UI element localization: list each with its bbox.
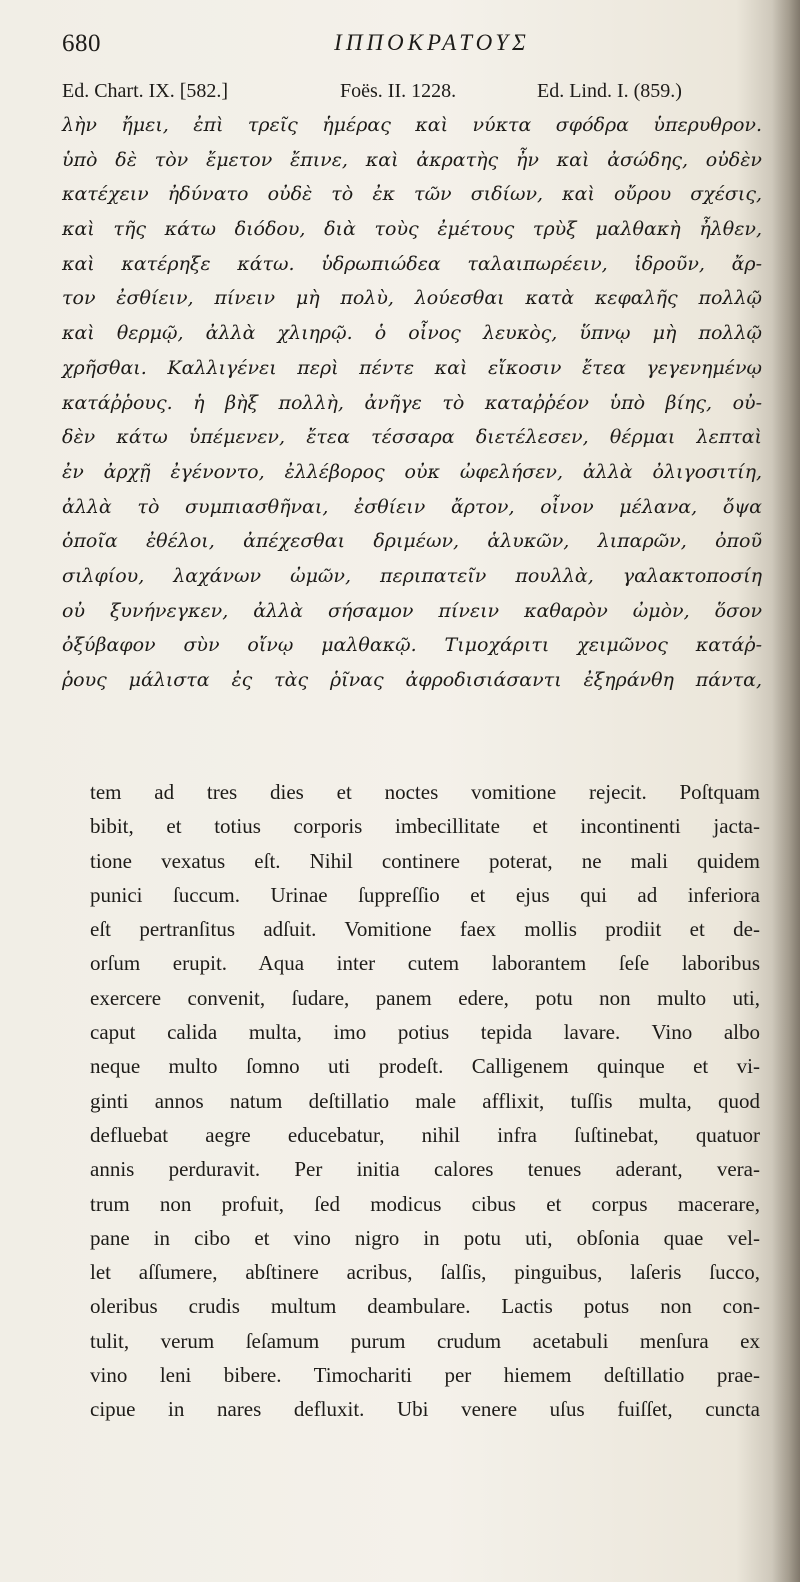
greek-text-line: ἐν ἀρχῇ ἐγένοντο, ἐλλέβορος οὐκ ὠφελήσεν, ἀλλὰ ὀλιγοσιτίη,	[62, 460, 762, 483]
latin-text-line: pane in cibo et vino nigro in potu uti, obſonia quae vel-	[90, 1225, 760, 1250]
latin-text-line: eſt pertranſitus adſuit. Vomitione faex mollis prodiit et de-	[90, 917, 760, 942]
page-gutter-shadow	[772, 0, 800, 1582]
latin-text-line: tione vexatus eſt. Nihil continere poterat, ne mali quidem	[90, 848, 760, 873]
latin-text-line: annis perduravit. Per initia calores tenues aderant, vera-	[90, 1157, 760, 1182]
latin-text-line: tulit, verum ſeſamum purum crudum acetabuli menſura ex	[90, 1328, 760, 1353]
running-title: ΙΠΠΟΚΡΑΤΟΥΣ	[334, 30, 530, 55]
page-header	[62, 24, 752, 68]
latin-text-line: neque multo ſomno uti prodeſt. Calligenem quinque et vi-	[90, 1054, 760, 1079]
latin-text-line: cipue in nares defluxit. Ubi venere uſus fuiſſet, cuncta	[90, 1397, 760, 1422]
latin-text-line: trum non profuit, ſed modicus cibus et corpus macerare,	[90, 1191, 760, 1216]
latin-text-line: punici ſuccum. Urinae ſuppreſſio et ejus qui ad inferiora	[90, 882, 760, 907]
greek-text-line: καὶ κατέρηξε κάτω. ὑδρωπιώδεα ταλαιπωρέειν, ἱδροῦν, ἄρ-	[62, 252, 762, 275]
greek-text-line: ὑπὸ δὲ τὸν ἔμετον ἔπινε, καὶ ἀκρατὴς ἦν καὶ ἀσώδης, οὐδὲν	[62, 148, 762, 171]
latin-text-line: orſum erupit. Aqua inter cutem laborantem ſeſe laboribus	[90, 951, 760, 976]
greek-text-line: καὶ θερμῷ, ἀλλὰ χλιηρῷ. ὁ οἶνος λευκὸς, ὕπνῳ μὴ πολλῷ	[62, 322, 762, 345]
greek-text-line: ὁποῖα ἐθέλοι, ἀπέχεσθαι δριμέων, ἁλυκῶν, λιπαρῶν, ὀποῦ	[62, 530, 762, 553]
latin-text-line: defluebat aegre educebatur, nihil infra ſuſtinebat, quatuor	[90, 1122, 760, 1147]
greek-text-block	[62, 108, 762, 698]
greek-text-line: χρῆσθαι. Καλλιγένει περὶ πέντε καὶ εἴκοσιν ἔτεα γεγενημένῳ	[62, 356, 762, 379]
greek-text-line: τον ἐσθίειν, πίνειν μὴ πολὺ, λούεσθαι κατὰ κεφαλῆς πολλῷ	[62, 287, 762, 310]
edition-foesius-reference: Foës. II. 1228.	[340, 80, 457, 102]
greek-text-line: ἀλλὰ τὸ συμπιασθῆναι, ἐσθίειν ἄρτον, οἶνον μέλανα, ὄψα	[62, 495, 762, 518]
greek-text-line: κατάῤῥους. ἡ βὴξ πολλὴ, ἀνῆγε τὸ καταῤῥέον ὑπὸ βίης, οὐ-	[62, 391, 762, 414]
latin-text-line: caput calida multa, imo potius tepida lavare. Vino albo	[90, 1020, 760, 1045]
greek-text-line: σιλφίου, λαχάνων ὠμῶν, περιπατεῖν πουλλὰ, γαλακτοποσίη	[62, 564, 762, 587]
edition-chart-reference: Ed. Chart. IX. [582.]	[62, 80, 229, 102]
latin-text-block	[90, 775, 760, 1427]
page-number: 680	[62, 30, 101, 57]
latin-text-line: exercere convenit, ſudare, panem edere, potu non multo uti,	[90, 985, 760, 1010]
greek-text-line: ῥους μάλιστα ἐς τὰς ῥῖνας ἀφροδισιάσαντι ἐξηράνθη πάντα,	[62, 669, 762, 691]
latin-text-line: ginti annos natum deſtillatio male afflixit, tuſſis multa, quod	[90, 1088, 760, 1113]
greek-text-line: ὀξύβαφον σὺν οἴνῳ μαλθακῷ. Τιμοχάριτι χειμῶνος κατάῤ-	[62, 634, 762, 657]
latin-text-line: bibit, et totius corporis imbecillitate et incontinenti jacta-	[90, 814, 760, 839]
edition-references	[62, 80, 772, 110]
greek-text-line: λὴν ἤμει, ἐπὶ τρεῖς ἡμέρας καὶ νύκτα σφόδρα ὑπερυθρον.	[62, 114, 762, 136]
latin-text-line: oleribus crudis multum deambulare. Lactis potus non con-	[90, 1294, 760, 1319]
greek-text-line: οὐ ξυνήνεγκεν, ἀλλὰ σήσαμον πίνειν καθαρὸν ὠμὸν, ὅσον	[62, 599, 762, 622]
greek-text-line: κατέχειν ἠδύνατο οὐδὲ τὸ ἐκ τῶν σιδίων, καὶ οὔρου σχέσις,	[62, 183, 762, 206]
greek-text-line: καὶ τῆς κάτω διόδου, διὰ τοὺς ἐμέτους τρὺξ μαλθακὴ ἦλθεν,	[62, 218, 762, 241]
latin-text-line: let aſſumere, abſtinere acribus, ſalſis, pinguibus, laſeris ſucco,	[90, 1260, 760, 1285]
latin-text-line: vino leni bibere. Timochariti per hiemem deſtillatio prae-	[90, 1363, 760, 1388]
latin-text-line: tem ad tres dies et noctes vomitione rejecit. Poſtquam	[90, 780, 760, 804]
edition-linden-reference: Ed. Lind. I. (859.)	[537, 80, 682, 102]
greek-text-line: δὲν κάτω ὑπέμενεν, ἔτεα τέσσαρα διετέλεσεν, θέρμαι λεπταὶ	[62, 426, 762, 449]
